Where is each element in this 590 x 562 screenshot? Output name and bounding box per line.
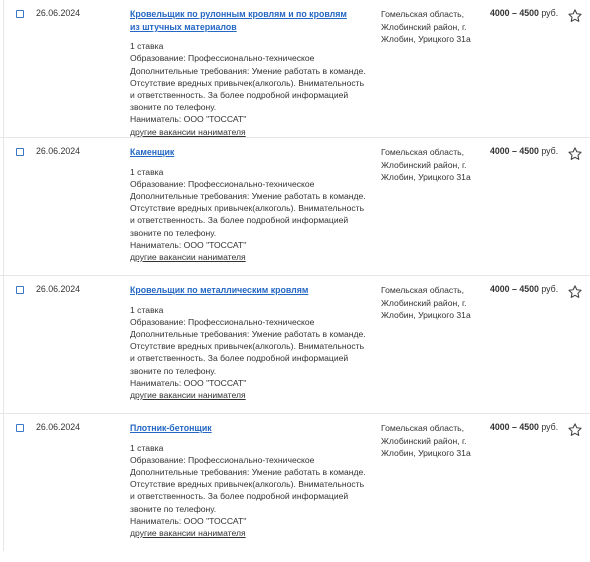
vacancy-details	[130, 8, 370, 138]
vacancy-requirements: Дополнительные требования: Умение работать в команде. Отсутствие вредных привычек(алкоголь). Внимательность и ответственность. За более подробной информацией звоните по телефону.	[130, 329, 366, 376]
salary-range: 4000 – 4500	[490, 146, 539, 156]
vacancy-requirements: Дополнительные требования: Умение работать в команде. Отсутствие вредных привычек(алкоголь). Внимательность и ответственность. За более подробной информацией звоните по телефону.	[130, 191, 366, 238]
row-left-rule	[3, 414, 4, 551]
vacancy-education: Образование: Профессионально-техническое	[130, 316, 315, 327]
salary-range: 4000 – 4500	[490, 284, 539, 294]
other-vacancies-link[interactable]: другие вакансии нанимателя	[130, 390, 246, 401]
vacancy-salary	[490, 284, 558, 294]
vacancy-title-link[interactable]: Кровельщик по рулонным кровлям и по кровлям из штучных материалов	[130, 9, 347, 32]
vacancy-select-checkbox[interactable]	[16, 148, 24, 156]
vacancy-rate: 1 ставка	[130, 166, 164, 177]
vacancy-date: 26.06.2024	[36, 8, 81, 18]
vacancy-location: Гомельская область, Жлобинский район, г. Жлобин, Урицкого 31а	[381, 423, 471, 459]
vacancy-location: Гомельская область, Жлобинский район, г. Жлобин, Урицкого 31а	[381, 9, 471, 45]
star-icon[interactable]	[567, 8, 583, 24]
vacancy-rate: 1 ставка	[130, 304, 164, 315]
vacancy-salary	[490, 8, 558, 18]
vacancy-employer: Наниматель: ООО "ТОССАТ"	[130, 239, 247, 250]
vacancy-row	[0, 276, 590, 414]
other-vacancies-link[interactable]: другие вакансии нанимателя	[130, 252, 246, 263]
vacancy-row	[0, 0, 590, 138]
vacancy-select-checkbox[interactable]	[16, 286, 24, 294]
vacancy-education: Образование: Профессионально-техническое	[130, 454, 315, 465]
salary-unit: руб.	[541, 8, 559, 18]
salary-unit: руб.	[541, 284, 559, 294]
row-left-rule	[3, 276, 4, 413]
salary-unit: руб.	[541, 422, 559, 432]
vacancy-rate: 1 ставка	[130, 41, 164, 52]
vacancy-row	[0, 138, 590, 276]
vacancy-requirements: Дополнительные требования: Умение работать в команде. Отсутствие вредных привычек(алкоголь). Внимательность и ответственность. За более подробной информацией звоните по телефону.	[130, 65, 366, 113]
vacancy-employer: Наниматель: ООО "ТОССАТ"	[130, 114, 247, 125]
salary-range: 4000 – 4500	[490, 8, 539, 18]
row-left-rule	[3, 138, 4, 275]
vacancy-salary	[490, 422, 558, 432]
vacancy-rate: 1 ставка	[130, 442, 164, 453]
vacancy-select-checkbox[interactable]	[16, 424, 24, 432]
vacancy-employer: Наниматель: ООО "ТОССАТ"	[130, 377, 247, 388]
vacancy-education: Образование: Профессионально-техническое	[130, 53, 315, 64]
vacancy-row	[0, 414, 590, 551]
vacancy-title-link[interactable]: Плотник-бетонщик	[130, 423, 212, 433]
salary-range: 4000 – 4500	[490, 422, 539, 432]
vacancy-select-checkbox[interactable]	[16, 10, 24, 18]
salary-unit: руб.	[541, 146, 559, 156]
other-vacancies-link[interactable]: другие вакансии нанимателя	[130, 126, 246, 137]
star-icon[interactable]	[567, 422, 583, 438]
vacancy-employer: Наниматель: ООО "ТОССАТ"	[130, 515, 247, 526]
vacancy-salary	[490, 146, 558, 156]
vacancy-details	[130, 146, 370, 263]
vacancy-date: 26.06.2024	[36, 284, 81, 294]
vacancy-location: Гомельская область, Жлобинский район, г. Жлобин, Урицкого 31а	[381, 285, 471, 321]
vacancy-title-link[interactable]: Кровельщик по металлическим кровлям	[130, 285, 309, 295]
other-vacancies-link[interactable]: другие вакансии нанимателя	[130, 528, 246, 539]
vacancy-details	[130, 422, 370, 539]
vacancy-date: 26.06.2024	[36, 146, 81, 156]
vacancy-date: 26.06.2024	[36, 422, 81, 432]
vacancy-title-link[interactable]: Каменщик	[130, 147, 175, 157]
vacancy-education: Образование: Профессионально-техническое	[130, 178, 315, 189]
vacancy-details	[130, 284, 370, 401]
star-icon[interactable]	[567, 284, 583, 300]
vacancy-requirements: Дополнительные требования: Умение работать в команде. Отсутствие вредных привычек(алкоголь). Внимательность и ответственность. За более подробной информацией звоните по телефону.	[130, 467, 366, 514]
row-left-rule	[3, 0, 4, 137]
vacancy-location: Гомельская область, Жлобинский район, г. Жлобин, Урицкого 31а	[381, 147, 471, 183]
star-icon[interactable]	[567, 146, 583, 162]
